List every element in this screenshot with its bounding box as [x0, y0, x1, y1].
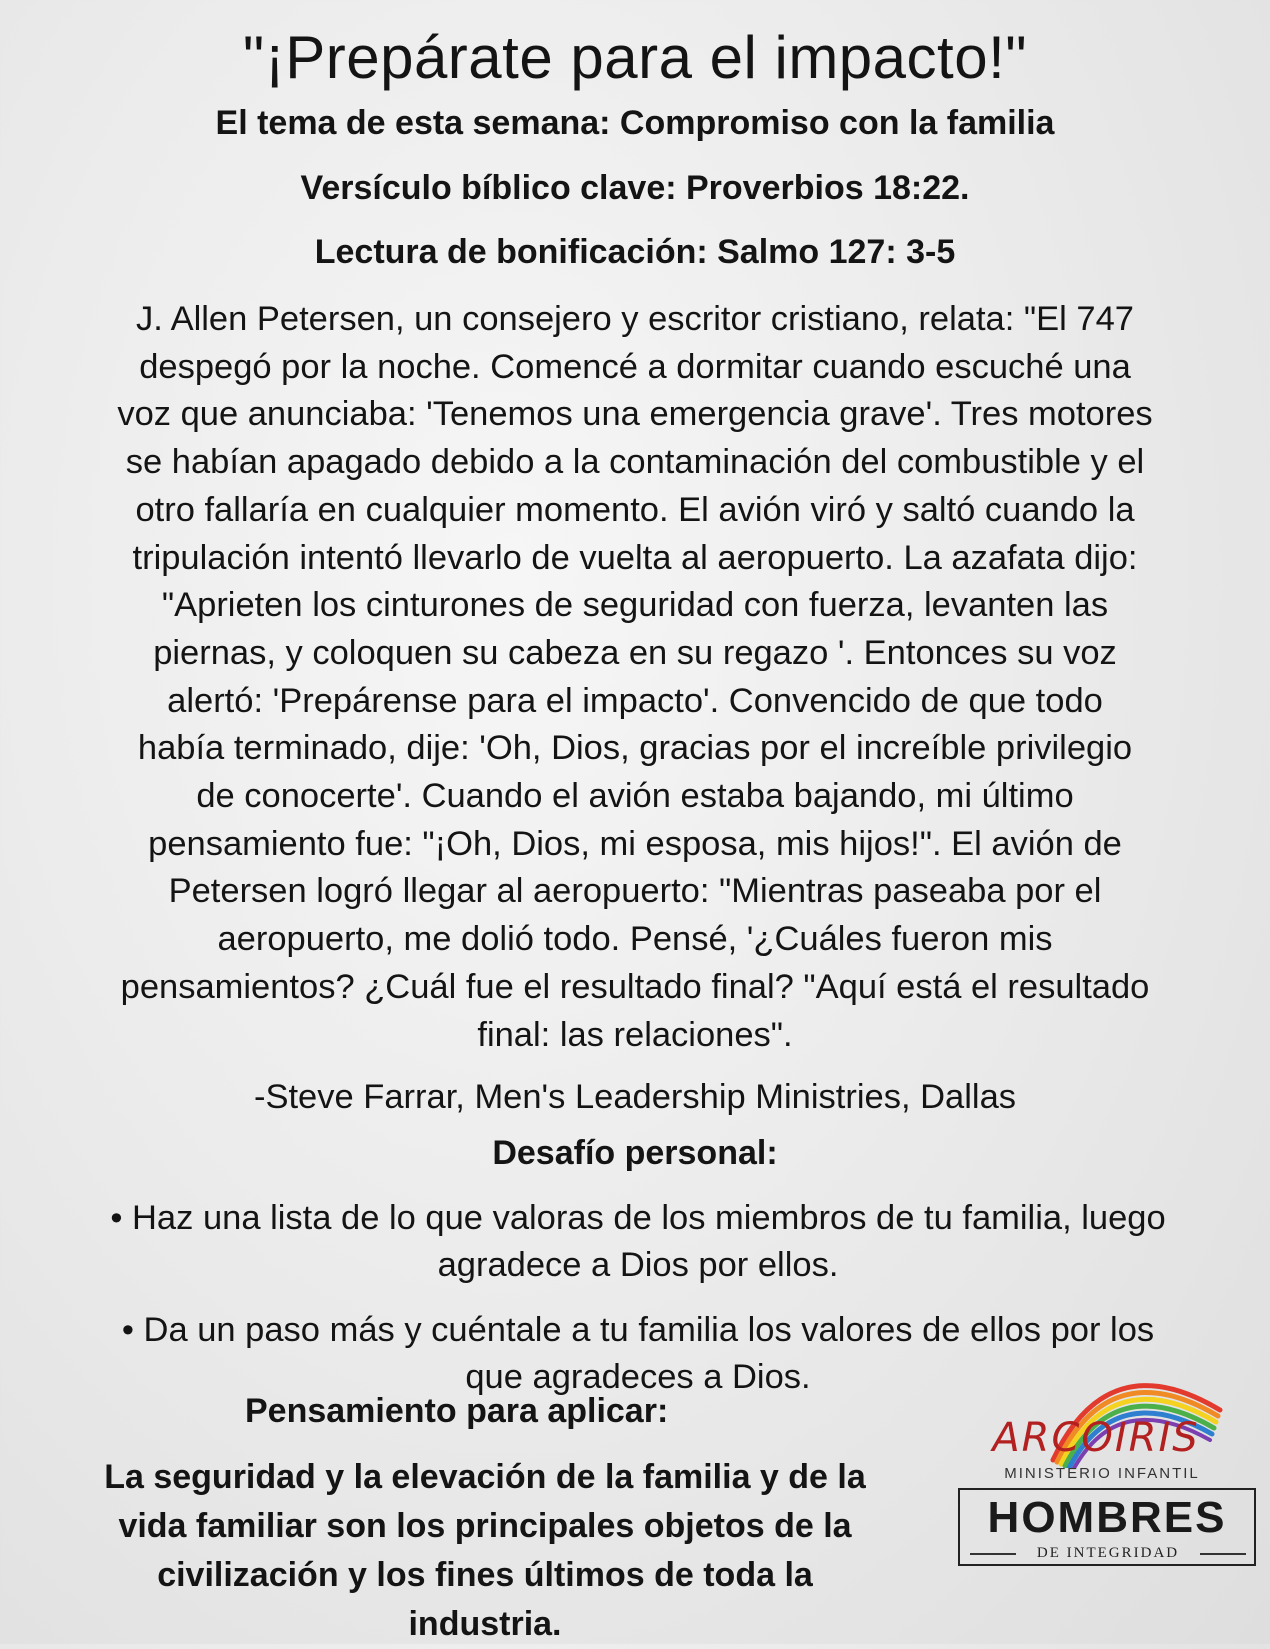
story-text: [30, 296, 1240, 1059]
divider-line: [1200, 1553, 1246, 1555]
story-line: despegó por la noche. Comencé a dormitar cuando escuché una: [139, 347, 1131, 386]
story-line: "Aprieten los cinturones de seguridad con fuerza, levanten las: [161, 586, 1109, 625]
story-line: J. Allen Petersen, un consejero y escritor cristiano, relata: "El 747: [136, 300, 1134, 338]
apply-line: industria.: [408, 1605, 562, 1643]
story-line: Petersen logró llegar al aeropuerto: "Mientras paseaba por el: [168, 872, 1102, 911]
story-line: de conocerte'. Cuando el avión estaba bajando, mi último: [196, 777, 1074, 816]
challenge-item-line: Da un paso más y cuéntale a tu familia los valores de ellos por los: [143, 1311, 1155, 1349]
challenge-item-line: que agradeces a Dios.: [465, 1358, 811, 1396]
challenge-item-line: agradece a Dios por ellos.: [437, 1246, 839, 1284]
bullet-icon: •: [121, 1311, 134, 1349]
apply-title: Pensamiento para aplicar:: [245, 1392, 669, 1430]
story-attribution: -Steve Farrar, Men's Leadership Ministries, Dallas: [253, 1078, 1017, 1116]
challenge-item-line: Haz una lista de lo que valoras de los miembros de tu familia, luego: [132, 1199, 1166, 1237]
story-line: otro fallaría en cualquier momento. El avión viró y saltó cuando la: [135, 490, 1135, 529]
story-line: voz que anunciaba: 'Tenemos una emergencia grave'. Tres motores: [117, 395, 1153, 434]
ministerio-infantil-label: MINISTERIO INFANTIL: [1004, 1465, 1200, 1482]
story-line: aeropuerto, me dolió todo. Pensé, '¿Cuáles fueron mis: [217, 920, 1053, 959]
story-line: alertó: 'Prepárense para el impacto'. Convencido de que todo: [167, 681, 1103, 720]
story-line: pensamientos? ¿Cuál fue el resultado final? "Aquí está el resultado: [120, 967, 1150, 1006]
key-verse: Versículo bíblico clave: Proverbios 18:22.: [300, 169, 970, 207]
story-line: había terminado, dije: 'Oh, Dios, gracias por el increíble privilegio: [137, 729, 1133, 768]
challenge-item: [18, 1195, 1258, 1289]
page-title: "¡Prepárate para el impacto!": [242, 24, 1028, 91]
challenge-title: Desafío personal:: [492, 1134, 778, 1172]
apply-line: vida familiar son los principales objetos de la: [118, 1507, 852, 1545]
apply-line: civilización y los fines últimos de toda la: [157, 1556, 813, 1594]
bullet-icon: •: [110, 1199, 123, 1237]
integridad-label: DE INTEGRIDAD: [1036, 1545, 1180, 1561]
story-line: se habían apagado debido a la contaminación del combustible y el: [125, 443, 1145, 482]
bonus-reading: Lectura de bonificación: Salmo 127: 3-5: [314, 233, 956, 271]
arcoiris-wordmark: [986, 1414, 1206, 1462]
ministry-logo: [958, 1348, 1258, 1578]
hombres-logo-box: [958, 1488, 1256, 1566]
weekly-theme: El tema de esta semana: Compromiso con la familia: [215, 104, 1055, 142]
story-line: tripulación intentó llevarlo de vuelta al aeropuerto. La azafata dijo:: [132, 538, 1138, 577]
story-line: pensamiento fue: "¡Oh, Dios, mi esposa, mis hijos!". El avión de: [148, 824, 1122, 863]
apply-line: La seguridad y la elevación de la familia y de la: [104, 1458, 866, 1496]
story-line: final: las relaciones".: [477, 1015, 793, 1054]
integridad-row: [970, 1544, 1246, 1562]
story-line: piernas, y coloquen su cabeza en su regazo '. Entonces su voz: [153, 633, 1117, 672]
apply-text: [40, 1453, 930, 1649]
arcoiris-text: ARCOIRIS: [992, 1415, 1200, 1461]
hombres-wordmark: HOMBRES: [987, 1493, 1227, 1542]
